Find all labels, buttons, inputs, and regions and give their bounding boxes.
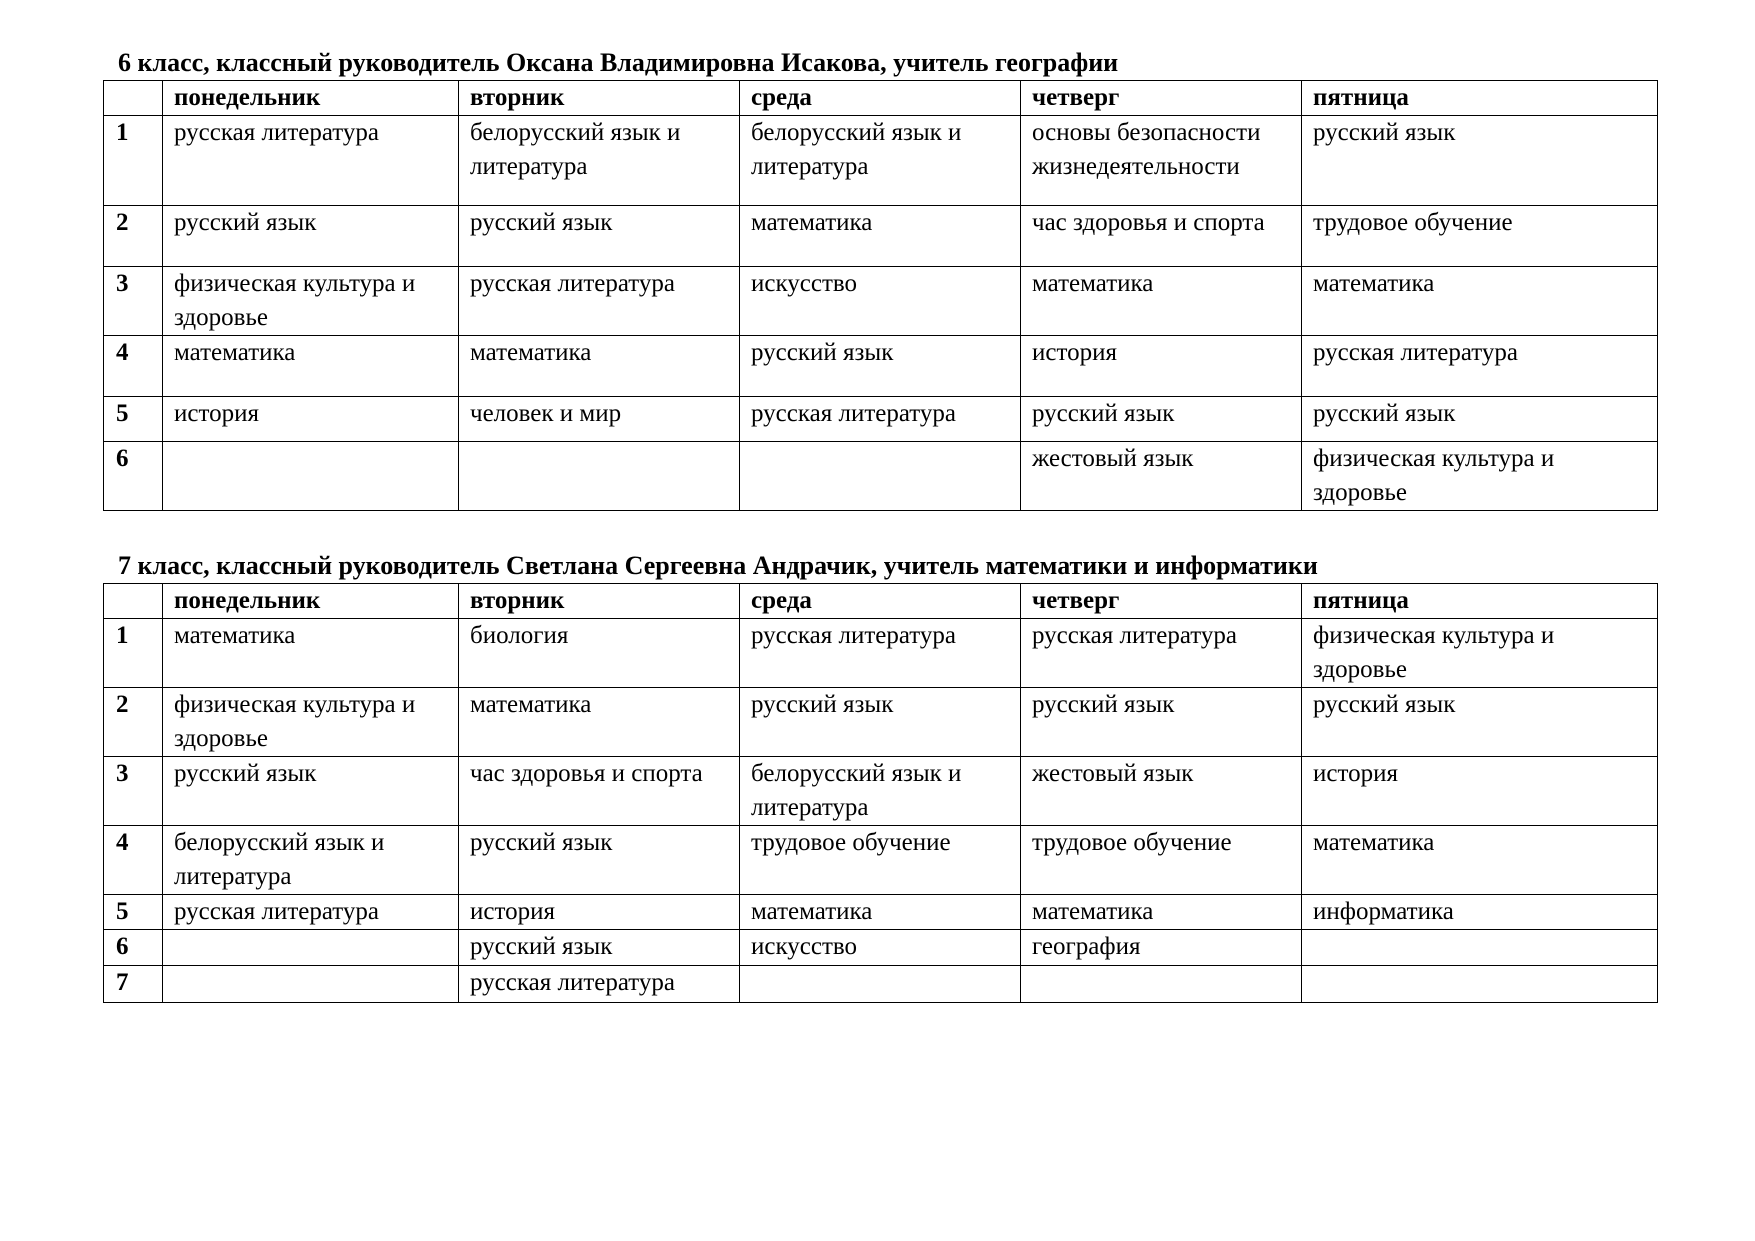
lesson-cell-wednesday: белорусский язык и литература <box>740 757 1021 826</box>
lesson-cell-monday <box>163 966 459 1003</box>
lesson-cell-monday <box>163 442 459 511</box>
lesson-cell-tuesday: русский язык <box>459 206 740 267</box>
lesson-cell-friday: русский язык <box>1302 116 1658 206</box>
lesson-cell-thursday: жестовый язык <box>1021 757 1302 826</box>
lesson-cell-monday: физическая культура и здоровье <box>163 688 459 757</box>
lesson-number: 5 <box>104 397 163 442</box>
lesson-cell-friday: русский язык <box>1302 397 1658 442</box>
lesson-cell-monday: русская литература <box>163 895 459 930</box>
lesson-cell-thursday: основы безопасности жизнедеятельности <box>1021 116 1302 206</box>
class-7-title: 7 класс, классный руководитель Светлана Сергеевна Андрачик, учитель математики и информатики <box>118 551 1318 580</box>
lesson-cell-thursday: математика <box>1021 267 1302 336</box>
lesson-cell-friday: русский язык <box>1302 688 1658 757</box>
table-row <box>104 826 1658 895</box>
lesson-cell-monday: русский язык <box>163 757 459 826</box>
lesson-cell-monday: белорусский язык и литература <box>163 826 459 895</box>
lesson-cell-thursday <box>1021 966 1302 1003</box>
lesson-cell-monday: математика <box>163 619 459 688</box>
table-row <box>104 267 1658 336</box>
lesson-cell-tuesday: час здоровья и спорта <box>459 757 740 826</box>
lesson-cell-tuesday: математика <box>459 336 740 397</box>
day-header-friday: пятница <box>1302 81 1658 116</box>
lesson-number: 5 <box>104 895 163 930</box>
day-header-tuesday: вторник <box>459 81 740 116</box>
table-header-row <box>104 584 1658 619</box>
day-header-friday: пятница <box>1302 584 1658 619</box>
lesson-cell-wednesday: математика <box>740 206 1021 267</box>
lesson-cell-wednesday: трудовое обучение <box>740 826 1021 895</box>
class-7-schedule-table <box>103 583 1658 1003</box>
lesson-cell-friday: физическая культура и здоровье <box>1302 619 1658 688</box>
lesson-number: 3 <box>104 267 163 336</box>
day-header-monday: понедельник <box>163 81 459 116</box>
lesson-cell-thursday: жестовый язык <box>1021 442 1302 511</box>
lesson-cell-wednesday: русская литература <box>740 619 1021 688</box>
table-row <box>104 619 1658 688</box>
lesson-cell-monday <box>163 930 459 966</box>
lesson-cell-thursday: трудовое обучение <box>1021 826 1302 895</box>
lesson-cell-tuesday: белорусский язык и литература <box>459 116 740 206</box>
lesson-cell-wednesday: белорусский язык и литература <box>740 116 1021 206</box>
lesson-cell-monday: русская литература <box>163 116 459 206</box>
lesson-cell-tuesday: биология <box>459 619 740 688</box>
lesson-cell-friday <box>1302 930 1658 966</box>
lesson-cell-wednesday <box>740 442 1021 511</box>
lesson-cell-friday: русская литература <box>1302 336 1658 397</box>
table-row <box>104 397 1658 442</box>
lesson-cell-thursday: русская литература <box>1021 619 1302 688</box>
lesson-cell-thursday: русский язык <box>1021 688 1302 757</box>
lesson-cell-monday: история <box>163 397 459 442</box>
lesson-number: 3 <box>104 757 163 826</box>
lesson-cell-thursday: география <box>1021 930 1302 966</box>
lesson-cell-thursday: математика <box>1021 895 1302 930</box>
lesson-cell-tuesday <box>459 442 740 511</box>
lesson-cell-wednesday: математика <box>740 895 1021 930</box>
lesson-cell-friday: история <box>1302 757 1658 826</box>
lesson-number: 7 <box>104 966 163 1003</box>
lesson-cell-thursday: история <box>1021 336 1302 397</box>
lesson-number: 1 <box>104 619 163 688</box>
day-header-tuesday: вторник <box>459 584 740 619</box>
lesson-number: 1 <box>104 116 163 206</box>
lesson-cell-friday: информатика <box>1302 895 1658 930</box>
lesson-cell-monday: русский язык <box>163 206 459 267</box>
table-header-row <box>104 81 1658 116</box>
table-row <box>104 336 1658 397</box>
lesson-cell-monday: физическая культура и здоровье <box>163 267 459 336</box>
lesson-cell-tuesday: русский язык <box>459 826 740 895</box>
lesson-cell-thursday: час здоровья и спорта <box>1021 206 1302 267</box>
day-header-wednesday: среда <box>740 81 1021 116</box>
table-row <box>104 757 1658 826</box>
day-header-wednesday: среда <box>740 584 1021 619</box>
table-row <box>104 442 1658 511</box>
lesson-cell-friday: математика <box>1302 826 1658 895</box>
lesson-cell-friday: физическая культура и здоровье <box>1302 442 1658 511</box>
table-row <box>104 895 1658 930</box>
lesson-cell-wednesday: искусство <box>740 267 1021 336</box>
lesson-cell-tuesday: математика <box>459 688 740 757</box>
day-header-thursday: четверг <box>1021 81 1302 116</box>
lesson-cell-wednesday: русская литература <box>740 397 1021 442</box>
class-6-title: 6 класс, классный руководитель Оксана Владимировна Исакова, учитель географии <box>118 48 1119 77</box>
table-row <box>104 930 1658 966</box>
lesson-cell-monday: математика <box>163 336 459 397</box>
lesson-cell-thursday: русский язык <box>1021 397 1302 442</box>
lesson-cell-tuesday: русская литература <box>459 267 740 336</box>
lesson-number: 4 <box>104 826 163 895</box>
lesson-cell-wednesday: русский язык <box>740 688 1021 757</box>
lesson-cell-friday: математика <box>1302 267 1658 336</box>
lesson-cell-tuesday: русский язык <box>459 930 740 966</box>
lesson-number: 2 <box>104 688 163 757</box>
lesson-cell-tuesday: русская литература <box>459 966 740 1003</box>
lesson-number: 6 <box>104 442 163 511</box>
lesson-cell-wednesday <box>740 966 1021 1003</box>
class-6-schedule-table <box>103 80 1658 511</box>
day-header-thursday: четверг <box>1021 584 1302 619</box>
lesson-number: 2 <box>104 206 163 267</box>
lesson-number-header <box>104 81 163 116</box>
lesson-cell-friday <box>1302 966 1658 1003</box>
lesson-cell-wednesday: русский язык <box>740 336 1021 397</box>
lesson-cell-friday: трудовое обучение <box>1302 206 1658 267</box>
lesson-number-header <box>104 584 163 619</box>
lesson-cell-tuesday: история <box>459 895 740 930</box>
day-header-monday: понедельник <box>163 584 459 619</box>
table-row <box>104 688 1658 757</box>
lesson-number: 6 <box>104 930 163 966</box>
lesson-cell-wednesday: искусство <box>740 930 1021 966</box>
table-row <box>104 206 1658 267</box>
table-row <box>104 116 1658 206</box>
table-row <box>104 966 1658 1003</box>
lesson-number: 4 <box>104 336 163 397</box>
lesson-cell-tuesday: человек и мир <box>459 397 740 442</box>
